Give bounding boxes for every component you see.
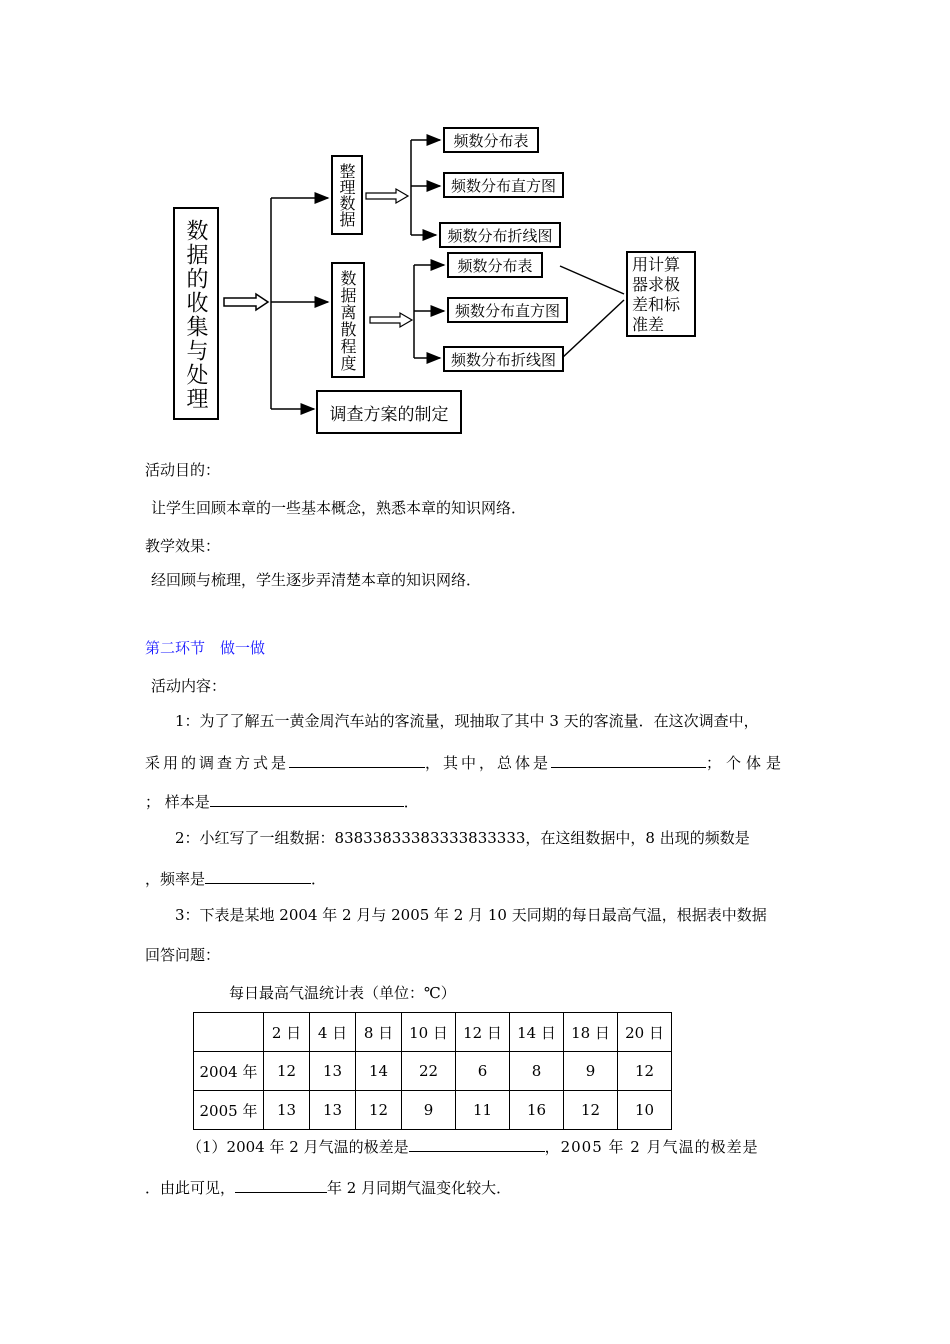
table-cell: 16 xyxy=(510,1091,564,1130)
q1-method-label: 采用的调查方式是 xyxy=(145,754,290,772)
organize-item-table xyxy=(443,127,539,153)
dispersion-hollow-arrow xyxy=(370,313,412,327)
sub1-range-2005-label: ，2005 年 2 月气温的极差是 xyxy=(544,1138,759,1156)
q1-line1: 1：为了了解五一黄金周汽车站的客流量，现抽取了其中 3 天的客流量．在这次调查中， xyxy=(175,712,759,730)
dispersion-item-table xyxy=(447,252,543,278)
q2-line1: 2：小红写了一组数据：83833833383333833333，在这组数据中，8 出现的频数是 xyxy=(175,829,750,847)
sub1-line1 xyxy=(187,1136,759,1157)
table-cell: 8 xyxy=(510,1052,564,1091)
q1-sample-label: ； 样本是 xyxy=(145,793,210,811)
root-node-label: 数据的收集与处理 xyxy=(183,218,208,411)
table-cell: 11 xyxy=(456,1091,510,1130)
survey-node xyxy=(316,390,462,434)
calc-node-label: 用计算器求极差和标准差 xyxy=(632,255,681,334)
dispersion-item-label: 频数分布折线图 xyxy=(450,350,556,369)
organize-hollow-arrow xyxy=(366,189,408,203)
table-cell: 12 xyxy=(564,1091,618,1130)
table-header-row xyxy=(194,1013,672,1052)
sub1-range-2004-blank xyxy=(409,1136,545,1152)
organize-node xyxy=(331,155,363,235)
section-heading: 第二环节 做一做 xyxy=(145,639,266,657)
table-cell: 12 xyxy=(618,1052,672,1091)
content-label: 活动内容： xyxy=(151,677,227,695)
table-cell: 10 日 xyxy=(402,1013,456,1052)
q3-line2: 回答问题： xyxy=(145,946,221,964)
q2-frequency-label: ，频率是 xyxy=(145,870,206,888)
table-row xyxy=(194,1052,672,1091)
organize-item-polyline xyxy=(439,222,561,248)
q1-individual-label: ；个体是 xyxy=(706,754,787,772)
goal-text: 让学生回顾本章的一些基本概念，熟悉本章的知识网络． xyxy=(151,499,527,517)
table-cell: 12 日 xyxy=(456,1013,510,1052)
effect-text: 经回顾与梳理，学生逐步弄清楚本章的知识网络． xyxy=(151,571,482,589)
organize-item-label: 频数分布表 xyxy=(453,131,529,150)
temperature-table xyxy=(193,1012,672,1130)
organize-node-label: 整理数据 xyxy=(337,163,356,227)
root-node xyxy=(173,207,219,420)
table-cell: 2004 年 xyxy=(194,1052,264,1091)
table-cell: 14 日 xyxy=(510,1013,564,1052)
sub1-year-blank xyxy=(235,1177,327,1193)
calc-node xyxy=(626,251,696,337)
sub1-conclusion-label: ．由此可见， xyxy=(145,1179,236,1197)
q1-population-blank xyxy=(551,752,706,768)
q1-population-label: ，其中，总体是 xyxy=(425,754,552,772)
sub1-conclusion-end: 年 2 月同期气温变化较大． xyxy=(327,1179,512,1197)
organize-item-label: 频数分布折线图 xyxy=(447,226,553,245)
q2-frequency-blank xyxy=(205,868,311,884)
table-cell: 22 xyxy=(402,1052,456,1091)
table-cell: 13 xyxy=(264,1091,310,1130)
q1-sample-blank xyxy=(210,791,404,807)
q2-end: ． xyxy=(311,870,327,888)
table-cell: 13 xyxy=(310,1052,356,1091)
q1-end: ． xyxy=(403,793,419,811)
table-cell: 13 xyxy=(310,1091,356,1130)
dispersion-item-histogram xyxy=(447,297,568,323)
q1-line2 xyxy=(145,752,786,773)
table-cell: 9 xyxy=(564,1052,618,1091)
table-cell xyxy=(194,1013,264,1052)
survey-node-label: 调查方案的制定 xyxy=(329,404,449,425)
table-row xyxy=(194,1091,672,1130)
organize-item-label: 频数分布直方图 xyxy=(450,176,556,195)
sub1-range-2004-label: （1）2004 年 2 月气温的极差是 xyxy=(187,1138,409,1156)
table-cell: 2005 年 xyxy=(194,1091,264,1130)
goal-label: 活动目的： xyxy=(145,461,221,479)
dispersion-item-polyline xyxy=(443,346,564,372)
table-cell: 12 xyxy=(264,1052,310,1091)
dispersion-item-label: 频数分布表 xyxy=(457,256,533,275)
table-cell: 2 日 xyxy=(264,1013,310,1052)
table-cell: 8 日 xyxy=(356,1013,402,1052)
table-cell: 9 xyxy=(402,1091,456,1130)
dispersion-item-label: 频数分布直方图 xyxy=(454,301,560,320)
root-hollow-arrow xyxy=(224,294,268,310)
table-cell: 4 日 xyxy=(310,1013,356,1052)
table-cell: 6 xyxy=(456,1052,510,1091)
table-cell: 20 日 xyxy=(618,1013,672,1052)
q1-line3 xyxy=(145,791,419,812)
table-title: 每日最高气温统计表（单位：℃） xyxy=(229,984,456,1002)
table-cell: 14 xyxy=(356,1052,402,1091)
dispersion-node xyxy=(331,262,365,378)
table-cell: 10 xyxy=(618,1091,672,1130)
q2-line2 xyxy=(145,868,326,889)
table-cell: 18 日 xyxy=(564,1013,618,1052)
q1-method-blank xyxy=(289,752,425,768)
effect-label: 教学效果： xyxy=(145,537,221,555)
dispersion-node-label: 数据离散程度 xyxy=(338,270,357,372)
q3-line1: 3：下表是某地 2004 年 2 月与 2005 年 2 月 10 天同期的每日最高气温，根据表中数据 xyxy=(175,906,767,924)
sub1-line2 xyxy=(145,1177,511,1198)
table-cell: 12 xyxy=(356,1091,402,1130)
organize-item-histogram xyxy=(443,172,564,198)
